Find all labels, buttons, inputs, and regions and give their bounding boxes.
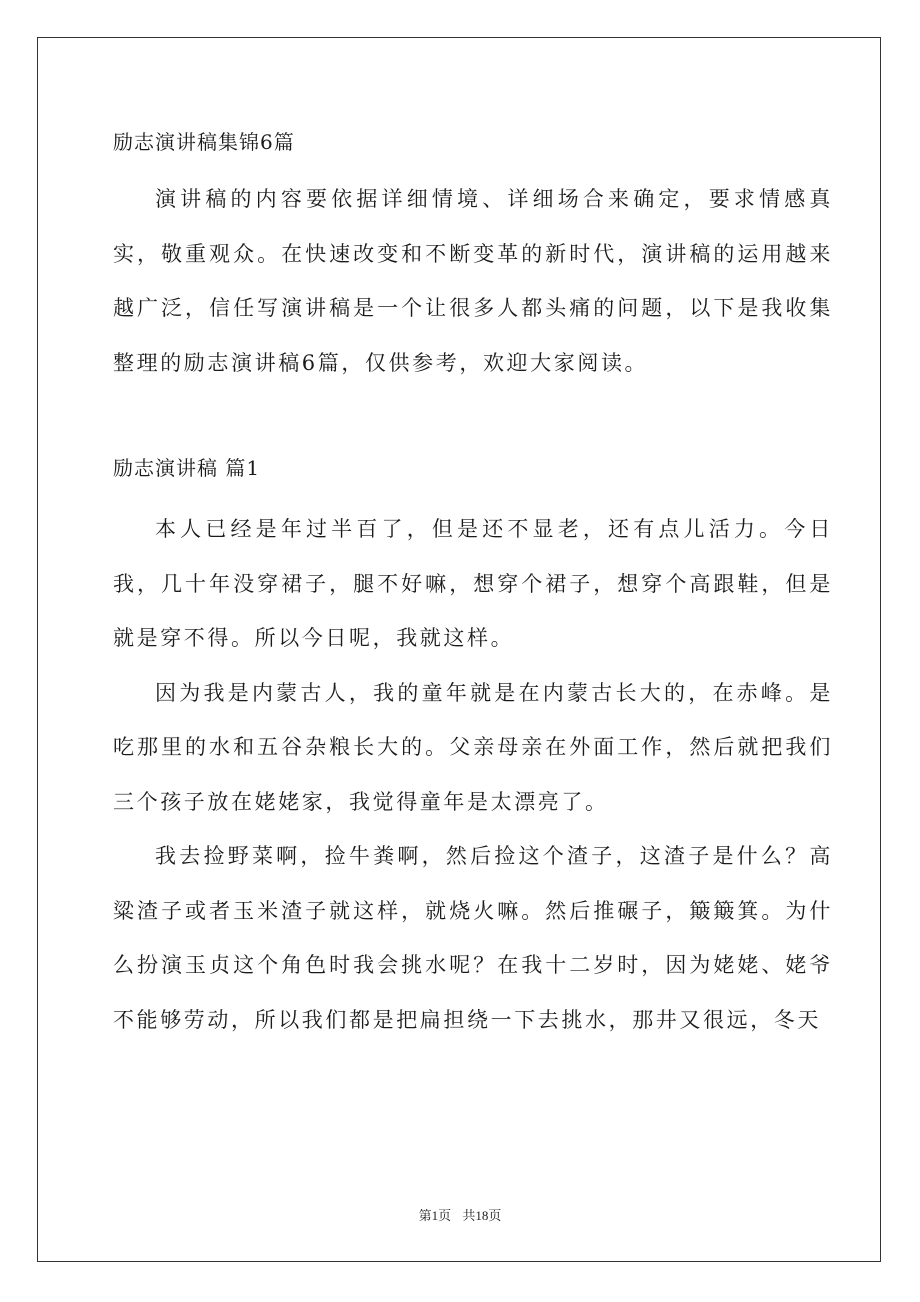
intro-paragraph: 演讲稿的内容要依据详细情境、详细场合来确定，要求情感真实，敬重观众。在快速改变和不断变革的新时代，演讲稿的运用越来越广泛，信任写演讲稿是一个让很多人都头痛的问题，以下是我收集整理的励志演讲稿6篇，仅供参考，欢迎大家阅读。: [113, 187, 833, 375]
section-paragraph: 本人已经是年过半百了，但是还不显老，还有点儿活力。今日我，几十年没穿裙子，腿不好嘛，想穿个裙子，想穿个高跟鞋，但是就是穿不得。所以今日呢，我就这样。: [113, 517, 833, 650]
document-body: [113, 122, 833, 1047]
section-1: [113, 448, 833, 1047]
total-pages-indicator: 共18页: [462, 1208, 502, 1223]
current-page-indicator: 第1页: [418, 1208, 452, 1223]
section-paragraph: 因为我是内蒙古人，我的童年就是在内蒙古长大的，在赤峰。是吃那里的水和五谷杂粮长大的。父亲母亲在外面工作，然后就把我们三个孩子放在姥姥家，我觉得童年是太漂亮了。: [113, 680, 833, 814]
document-title: 励志演讲稿集锦6篇: [113, 130, 295, 154]
page-footer: [0, 1205, 920, 1224]
section-heading: 励志演讲稿 篇1: [113, 456, 261, 480]
section-paragraph: 我去捡野菜啊，捡牛粪啊，然后捡这个渣子，这渣子是什么？高粱渣子或者玉米渣子就这样，就烧火嘛。然后推碾子，簸簸箕。为什么扮演玉贞这个角色时我会挑水呢？在我十二岁时，因为姥姥、姥爷不能够劳动，所以我们都是把扁担绕一下去挑水，那井又很远，冬天: [113, 844, 833, 1032]
